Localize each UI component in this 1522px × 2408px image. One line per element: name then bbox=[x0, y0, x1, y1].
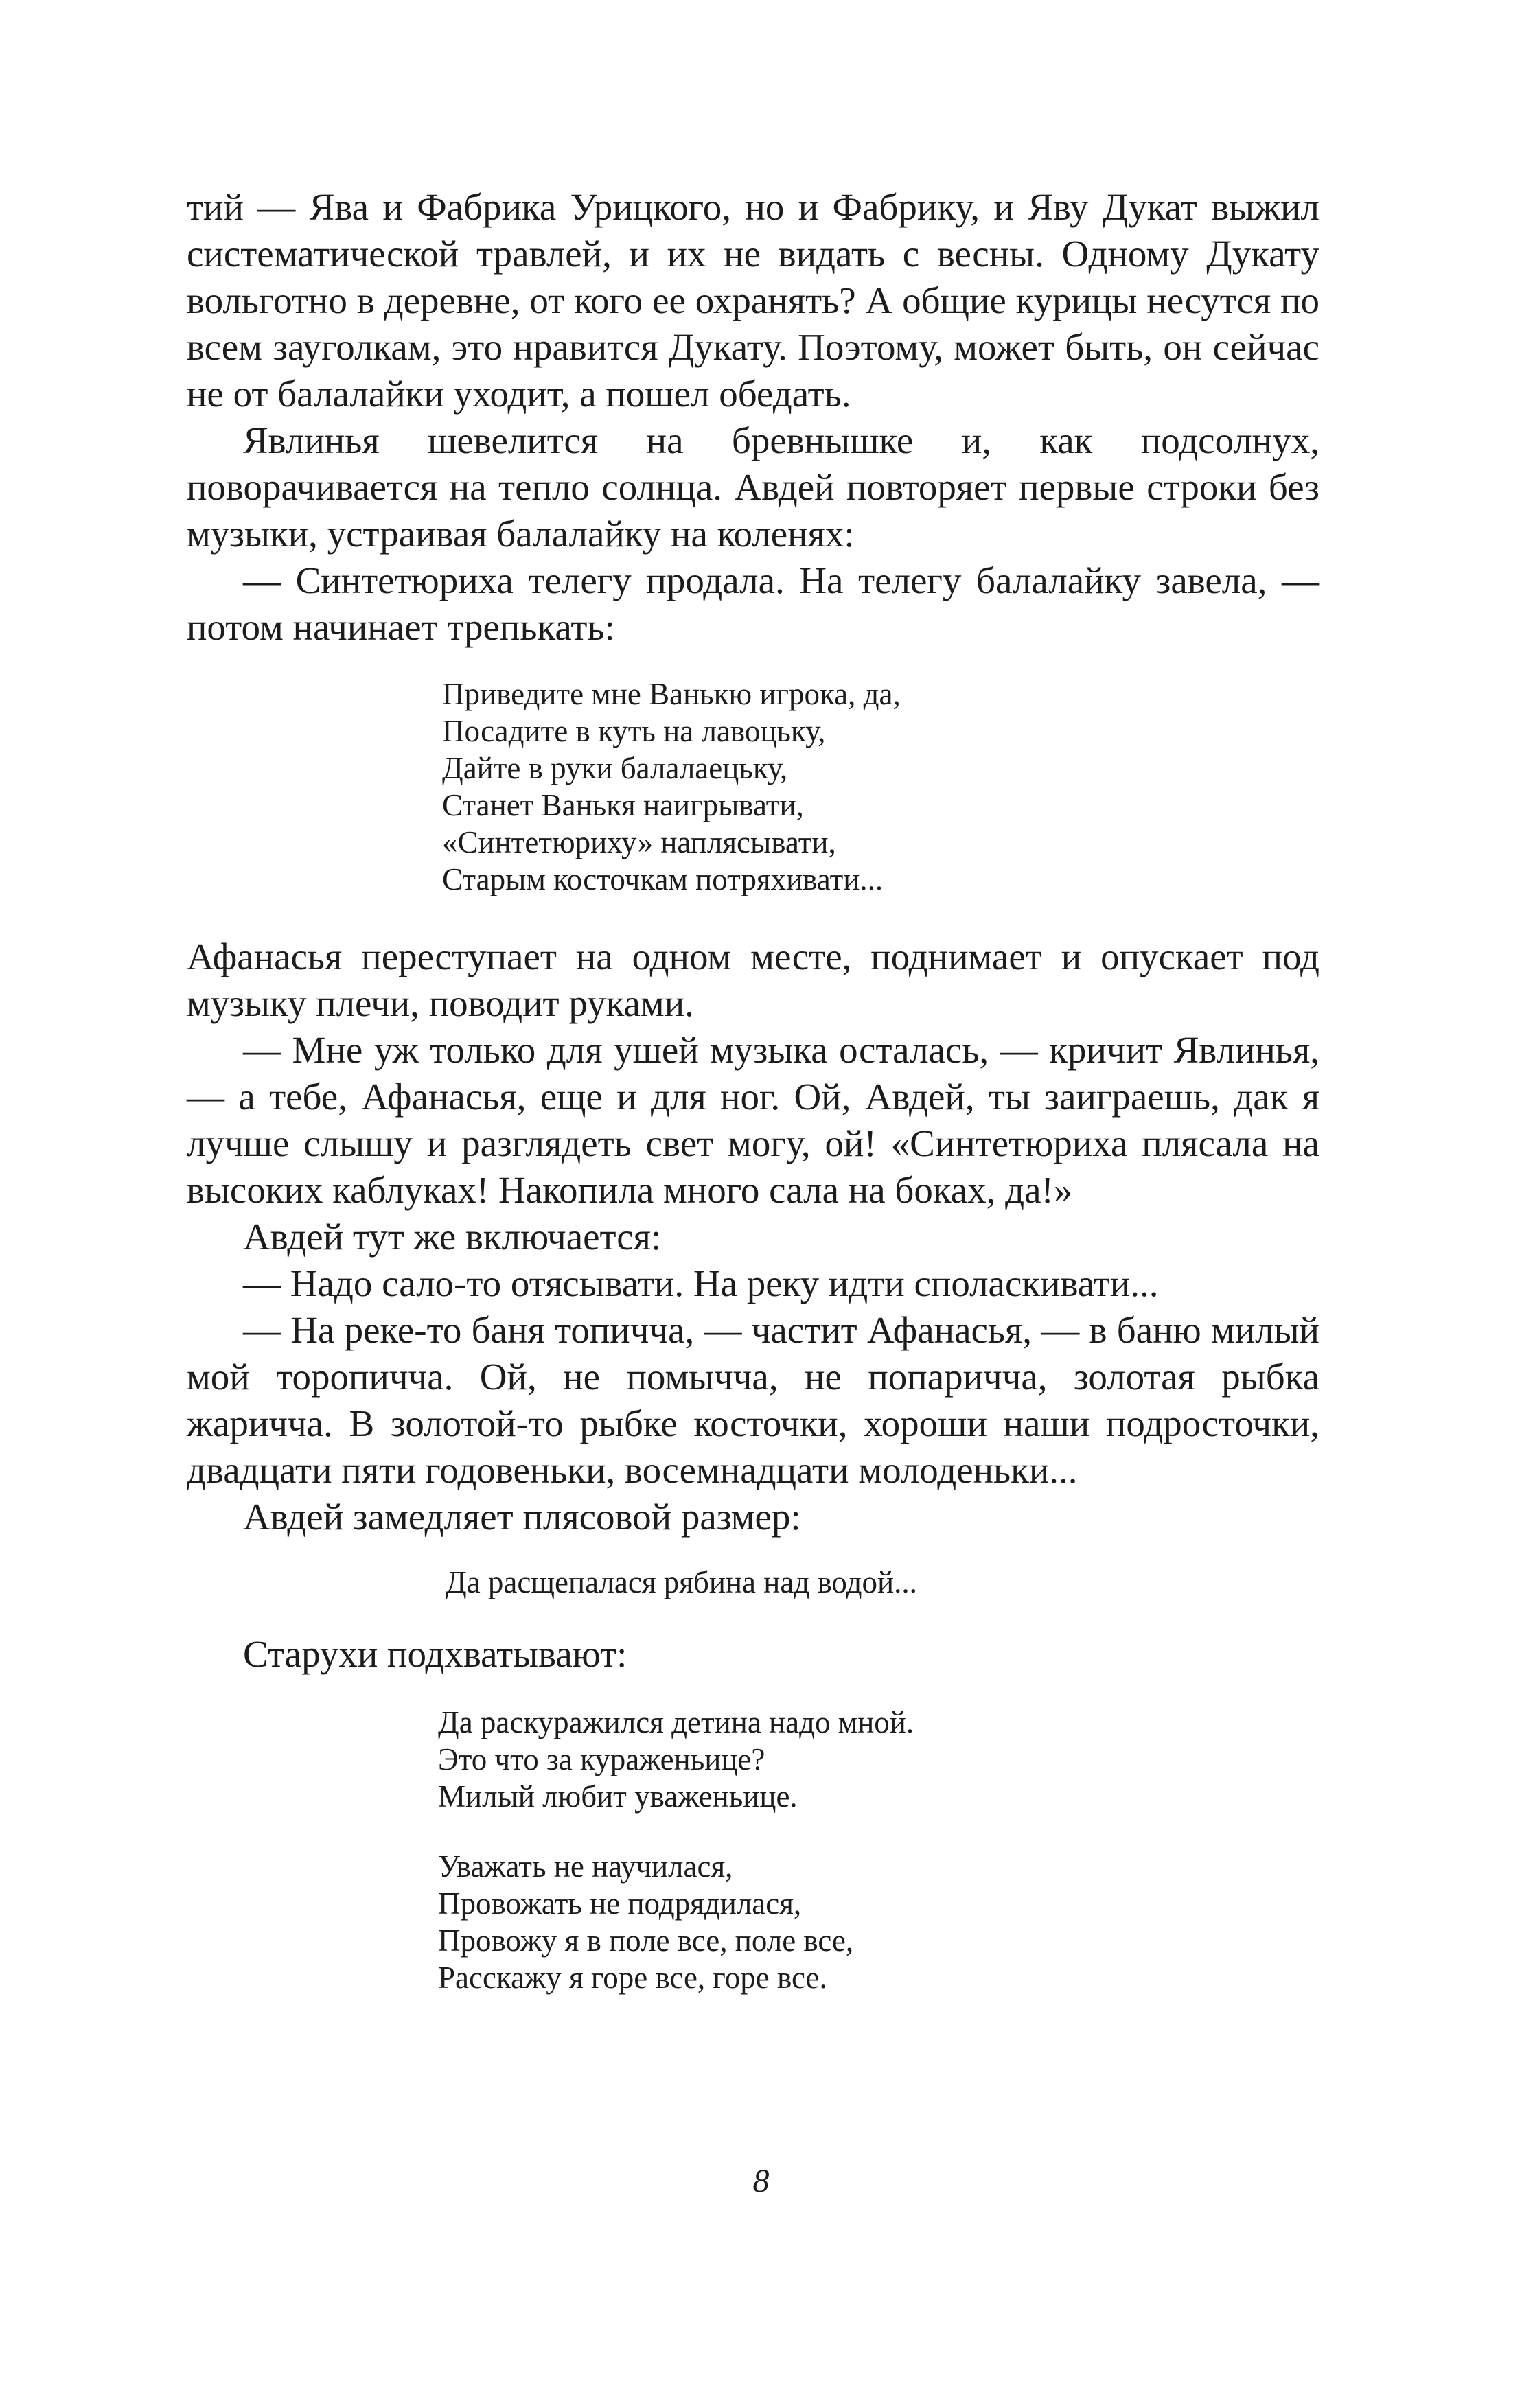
verse-block-3 bbox=[438, 1704, 1319, 1996]
page-number: 8 bbox=[752, 2163, 770, 2199]
paragraph: Афанасья переступает на одном месте, поднимает и опускает под музыку плечи, поводит руками. bbox=[187, 936, 1319, 1024]
verse-line: Это что за кураженьице? bbox=[438, 1742, 765, 1776]
stanza-gap bbox=[438, 1815, 1319, 1848]
verse-line: Уважать не научилася, bbox=[438, 1849, 733, 1884]
verse-line: Посадите в куть на лавоцьку, bbox=[442, 714, 826, 748]
paragraph: Старухи подхватывают: bbox=[243, 1633, 627, 1675]
verse-line: Приведите мне Ванькю игрока, да, bbox=[442, 677, 901, 711]
verse-line: Да раскуражился детина надо мной. bbox=[438, 1705, 914, 1739]
verse-line: Станет Ванькя наигрывати, bbox=[442, 788, 804, 822]
verse-block-2 bbox=[446, 1564, 1319, 1601]
paragraph: Авдей тут же включается: bbox=[243, 1216, 662, 1258]
verse-line: Провожу я в поле все, поле все, bbox=[438, 1923, 854, 1958]
verse-block-1 bbox=[442, 675, 1319, 898]
verse-line: Дайте в руки балалаецьку, bbox=[442, 751, 788, 785]
paragraph: тий — Ява и Фабрика Урицкого, но и Фабрику, и Яву Дукат выжил систематической травлей, и их не видать с весны. Одному Дукату вольготно в деревне, от кого ее охранять? А общие курицы несутся по всем зауголкам, это нравится Дукату. Поэтому, может быть, он сейчас не от балалайки уходит, а пошел обедать. bbox=[187, 186, 1319, 415]
prose-block-3 bbox=[187, 1631, 1319, 1678]
paragraph: Авдей замедляет плясовой размер: bbox=[243, 1496, 801, 1538]
verse-line: Да расщепалася рябина над водой... bbox=[446, 1565, 917, 1599]
verse-line: Старым косточкам потряхивати... bbox=[442, 862, 884, 896]
prose-block-2 bbox=[187, 934, 1319, 1540]
verse-line: Расскажу я горе все, горе все. bbox=[438, 1960, 827, 1995]
paragraph: Явлинья шевелится на бревнышке и, как подсолнух, поворачивается на тепло солнца. Авдей повторяет первые строки без музыки, устраивая балалайку на коленях: bbox=[187, 419, 1319, 555]
verse-line: Провожать не подрядилася, bbox=[438, 1886, 802, 1921]
verse-line: Милый любит уваженьице. bbox=[438, 1779, 798, 1814]
verse-line: «Синтетюриху» наплясывати, bbox=[442, 825, 836, 859]
paragraph: — На реке-то баня топичча, — частит Афанасья, — в баню милый мой торопичча. Ой, не помычча, не попаричча, золотая рыбка жаричча. В золотой-то рыбке косточки, хороши наши подросточки, двадцати пяти годовеньки, восемнадцати молоденьки... bbox=[187, 1309, 1319, 1491]
page-body bbox=[187, 184, 1319, 1996]
paragraph: — Синтетюриха телегу продала. На телегу балалайку завела, — потом начинает трепькать: bbox=[187, 559, 1319, 648]
prose-block-1 bbox=[187, 184, 1319, 651]
paragraph: — Мне уж только для ушей музыка осталась, — кричит Явлинья, — а тебе, Афанасья, еще и для ног. Ой, Авдей, ты заиграешь, дак я лучше слышу и разглядеть свет могу, ой! «Синтетюриха плясала на высоких каблуках! Накопила много сала на боках, да!» bbox=[187, 1029, 1319, 1211]
paragraph: — Надо сало-то отясывати. На реку идти споласкивати... bbox=[243, 1262, 1159, 1304]
